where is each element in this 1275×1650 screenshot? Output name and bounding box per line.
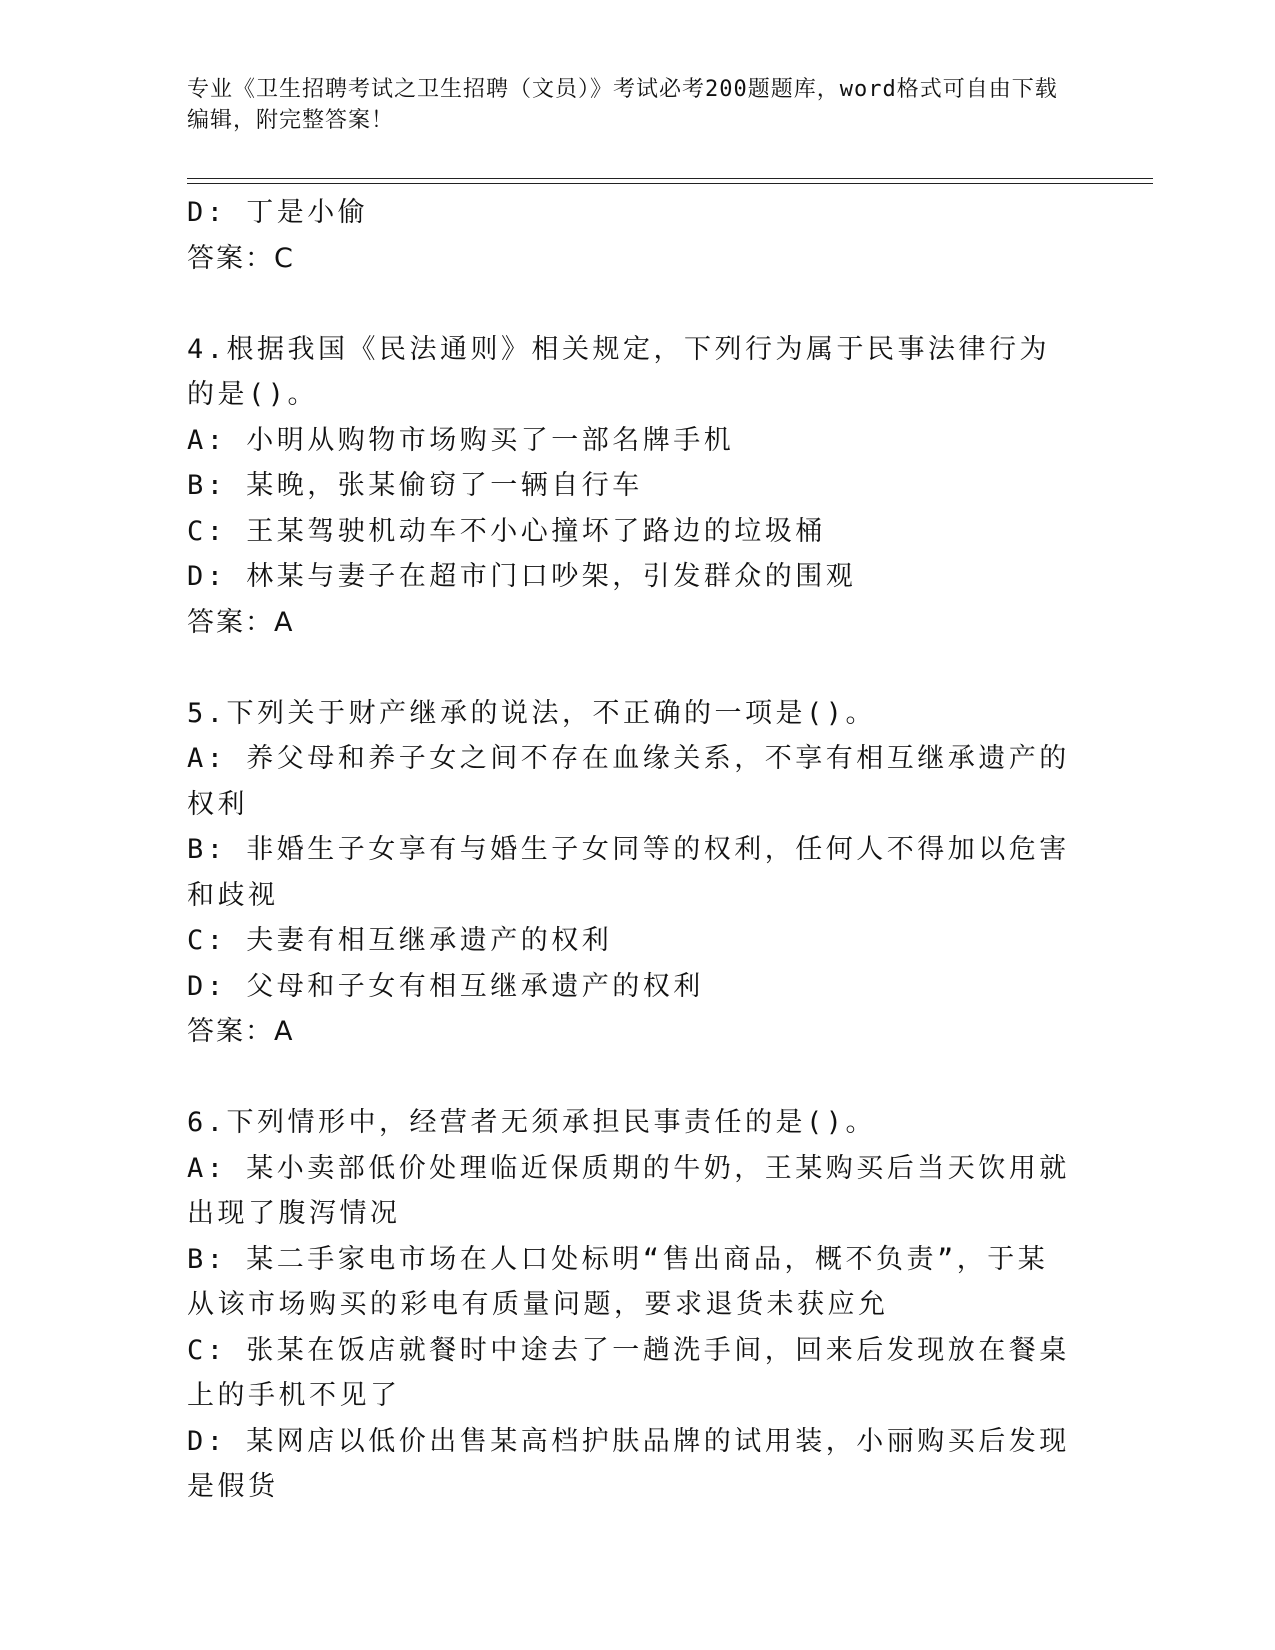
q4-option-d: D: 林某与妻子在超市门口吵架，引发群众的围观 [187,561,857,592]
q5-answer: 答案：A [187,1016,295,1047]
q4-answer: 答案：A [187,606,295,638]
q6-option-c: C: 张某在饭店就餐时中途去了一趟洗手间，回来后发现放在餐桌上的手机不见了 [187,1334,1070,1411]
header-title: 专业《卫生招聘考试之卫生招聘（文员）》考试必考200题题库，word格式可自由下载编辑，附完整答案！ [187,77,1058,133]
page-header [187,74,1067,136]
q4-option-c: C: 王某驾驶机动车不小心撞坏了路边的垃圾桶 [187,515,826,547]
header-rule-bottom [187,183,1153,184]
spacer [187,1055,1077,1101]
q6-option-a: A: 某小卖部低价处理临近保质期的牛奶，王某购买后当天饮用就出现了腹泻情况 [187,1152,1070,1229]
q5-option-d: D: 父母和子女有相互继承遗产的权利 [187,970,704,1002]
document-body [187,190,1077,1510]
spacer [187,281,1077,327]
q6-option-b: B: 某二手家电市场在人口处标明“售出商品，概不负责”，于某从该市场购买的彩电有质量问题，要求退货未获应允 [187,1243,1049,1320]
q5-option-c: C: 夫妻有相互继承遗产的权利 [187,925,613,956]
prev-option-d: D: 丁是小偷 [187,197,369,228]
q4-option-a: A: 小明从购物市场购买了一部名牌手机 [187,424,735,456]
q5-stem: 5.下列关于财产继承的说法，不正确的一项是()。 [187,697,877,729]
spacer [187,645,1077,691]
q6-stem: 6.下列情形中，经营者无须承担民事责任的是()。 [187,1107,877,1138]
prev-answer: 答案：C [187,242,295,274]
q6-option-d: D: 某网店以低价出售某高档护肤品牌的试用装，小丽购买后发现是假货 [187,1425,1070,1502]
q4-option-b: B: 某晚，张某偷窃了一辆自行车 [187,470,643,501]
q4-stem: 4.根据我国《民法通则》相关规定，下列行为属于民事法律行为的是()。 [187,333,1051,410]
q5-option-a: A: 养父母和养子女之间不存在血缘关系，不享有相互继承遗产的权利 [187,743,1070,820]
header-rule-top [187,178,1153,179]
q5-option-b: B: 非婚生子女享有与婚生子女同等的权利，任何人不得加以危害和歧视 [187,834,1070,911]
